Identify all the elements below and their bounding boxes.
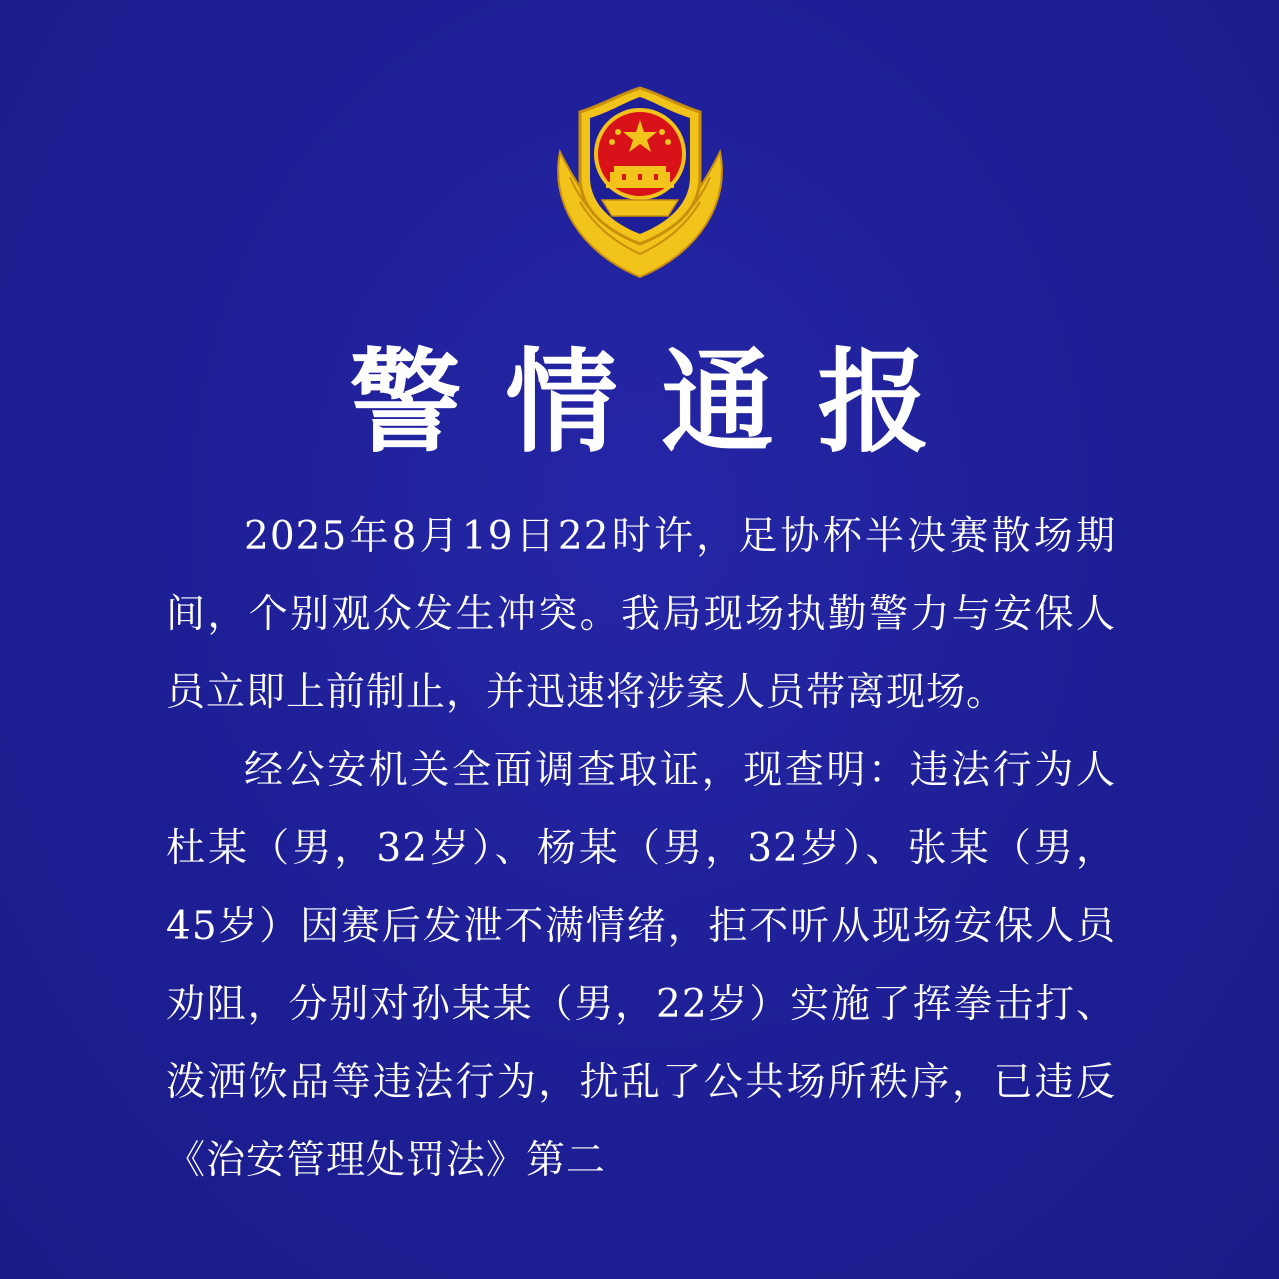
notice-title: 警情通报 <box>349 338 974 468</box>
police-emblem-icon <box>540 82 740 282</box>
notice-paragraph-2: 经公安机关全面调查取证，现查明：违法行为人杜某（男，32岁）、杨某（男，32岁）、张某（男，45岁）因赛后发泄不满情绪，拒不听从现场安保人员劝阻，分别对孙某某（男，22岁）实施了挥拳击打、泼洒饮品等违法行为，扰乱了公共场所秩序，已违反《治安管理处罚法》第二 <box>166 748 1116 1183</box>
notice-paragraph-1: 2025年8月19日22时许，足协杯半决赛散场期间，个别观众发生冲突。我局现场执勤警力与安保人员立即上前制止，并迅速将涉案人员带离现场。 <box>166 514 1116 715</box>
notice-body <box>166 498 1116 1200</box>
